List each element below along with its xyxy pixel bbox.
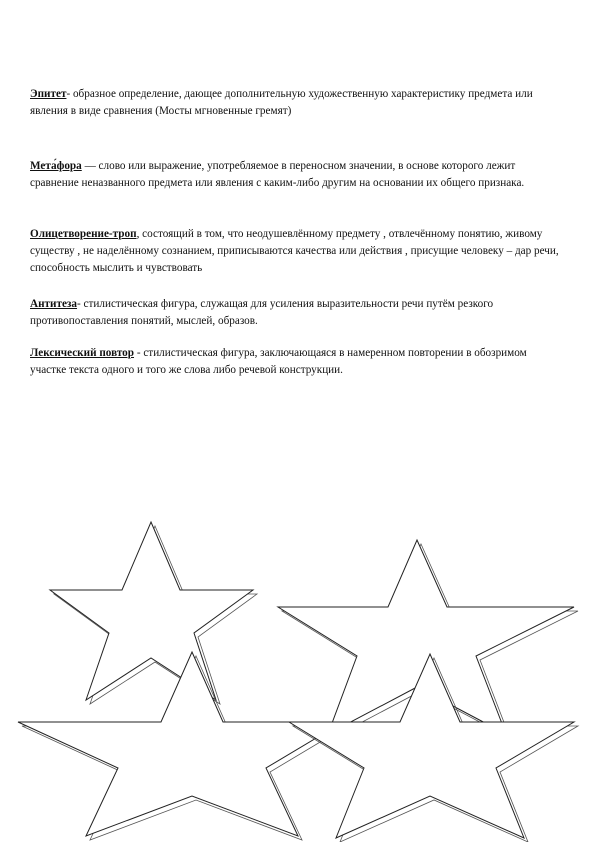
star-icon <box>50 522 253 700</box>
term-metaphor: Мета́фора <box>30 160 82 172</box>
definition-epithet-text: - образное определение, дающее дополнительную художественную характеристику предмета или явления в виде сравнения (Мосты мгновенные гремят) <box>30 88 533 117</box>
definition-antithesis-text: - стилистическая фигура, служащая для усиления выразительности речи путём резкого противопоставления понятий, мыслей, образов. <box>30 298 494 327</box>
star-icon <box>18 652 343 836</box>
definition-lexical-repetition-text: - стилистическая фигура, заключающаяся в намеренном повторении в обозримом участке текста одного и того же слова либо речевой конструкции. <box>30 347 527 376</box>
term-personification: Олицетворение-троп <box>30 228 137 240</box>
term-antithesis: Антитеза <box>30 298 78 310</box>
definition-personification-text: , состоящий в том, что неодушевлённому предмету , отвлечённому понятию, живому существу , не наделённому сознанием, приписываются качества или действия , присущие человеку – дар речи, способность мыслить и чувствовать <box>30 228 559 274</box>
term-epithet: Эпитет <box>30 88 67 100</box>
definition-metaphor-text: — слово или выражение, употребляемое в переносном значении, в основе которого лежит сравнение неназванного предмета или явления с каким-либо другим на основании их общего признака. <box>30 160 525 189</box>
term-lexical-repetition: Лексический повтор <box>30 347 135 359</box>
star-icon <box>289 654 574 838</box>
